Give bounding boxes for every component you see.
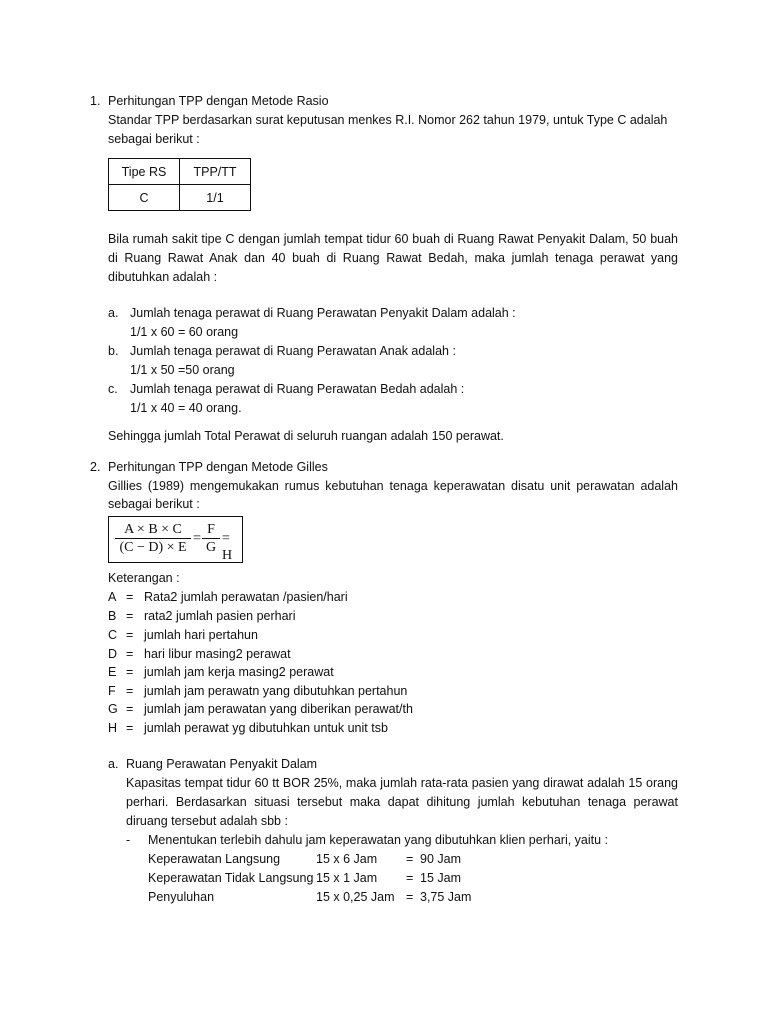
section1-title: Perhitungan TPP dengan Metode Rasio — [108, 94, 329, 108]
legend-eq: = — [126, 628, 134, 642]
legend-eq: = — [126, 721, 134, 735]
section1-paragraph-line1: Bila rumah sakit tipe C dengan jumlah tempat tidur 60 buah di Ruang Rawat Penyakit Dalam, 50 buah — [108, 232, 678, 246]
section1-intro-line2: sebagai berikut : — [108, 132, 200, 146]
table-header-cell: Tipe RS — [109, 159, 180, 185]
section1-paragraph-line2: di Ruang Rawat Anak dan 40 buah di Ruang Rawat Bedah, maka jumlah tenaga perawat yang — [108, 251, 678, 265]
gillies-formula — [108, 516, 243, 563]
list-item-label: a. — [108, 306, 119, 320]
formula-denominator-1: (C − D) × E — [119, 540, 187, 555]
legend-key: G — [108, 702, 118, 716]
legend-eq: = — [126, 609, 134, 623]
list-item-text: Jumlah tenaga perawat di Ruang Perawatan Penyakit Dalam adalah : — [130, 306, 516, 320]
subsection-title: Ruang Perawatan Penyakit Dalam — [126, 757, 318, 771]
bullet-dash: - — [126, 833, 131, 847]
hours-row-calc: 15 x 0,25 Jam — [316, 890, 395, 904]
legend-desc: jumlah perawat yg dibutuhkan untuk unit tsb — [144, 721, 388, 735]
section2-number: 2. — [90, 460, 101, 474]
hours-row-eq: = — [406, 852, 414, 866]
list-item-calc: 1/1 x 50 =50 orang — [130, 363, 235, 377]
legend-eq: = — [126, 702, 134, 716]
list-item-calc: 1/1 x 40 = 40 orang. — [130, 401, 242, 415]
legend-desc: jumlah jam perawatn yang dibutuhkan pertahun — [144, 684, 408, 698]
legend-key: A — [108, 590, 117, 604]
section1-paragraph-line3: dibutuhkan adalah : — [108, 270, 218, 284]
list-item-label: c. — [108, 382, 118, 396]
formula-equals-1: = — [193, 531, 201, 546]
subsection-label: a. — [108, 757, 119, 771]
hours-row-name: Keperawatan Tidak Langsung — [148, 871, 314, 885]
subsection-paragraph-line1: Kapasitas tempat tidur 60 tt BOR 25%, maka jumlah rata-rata pasien yang dirawat adalah 15 orang — [126, 776, 678, 790]
table-header-row — [109, 159, 251, 185]
legend-key: H — [108, 721, 118, 735]
formula-fraction-1 — [115, 521, 191, 556]
legend-key: C — [108, 628, 118, 642]
hours-row-name: Keperawatan Langsung — [148, 852, 281, 866]
table-row — [109, 185, 251, 211]
hours-row-name: Penyuluhan — [148, 890, 215, 904]
list-item-text: Jumlah tenaga perawat di Ruang Perawatan Anak adalah : — [130, 344, 456, 358]
legend-key: D — [108, 647, 118, 661]
hours-row-calc: 15 x 6 Jam — [316, 852, 378, 866]
section2-intro-line1: Gillies (1989) mengemukakan rumus kebutuhan tenaga keperawatan disatu unit perawatan adalah — [108, 479, 678, 493]
bullet-text: Menentukan terlebih dahulu jam keperawatan yang dibutuhkan klien perhari, yaitu : — [148, 833, 609, 847]
subsection-paragraph-line3: diruang tersebut adalah sbb : — [126, 814, 288, 828]
hours-row-result: 15 Jam — [420, 871, 461, 885]
list-item-calc: 1/1 x 60 = 60 orang — [130, 325, 239, 339]
legend-key: E — [108, 665, 117, 679]
formula-denominator-2: G — [205, 540, 217, 555]
legend-key: B — [108, 609, 117, 623]
legend-key: F — [108, 684, 116, 698]
legend-eq: = — [126, 647, 134, 661]
legend-desc: rata2 jumlah pasien perhari — [144, 609, 296, 623]
section2-intro-line2: sebagai berikut : — [108, 497, 200, 511]
section2-title: Perhitungan TPP dengan Metode Gilles — [108, 460, 328, 474]
formula-fraction-2 — [202, 521, 220, 556]
section1-number: 1. — [90, 94, 101, 108]
formula-numerator-1: A × B × C — [124, 522, 182, 537]
hours-row-calc: 15 x 1 Jam — [316, 871, 378, 885]
formula-result: = H — [222, 531, 233, 563]
legend-desc: jumlah jam kerja masing2 perawat — [144, 665, 334, 679]
list-item-text: Jumlah tenaga perawat di Ruang Perawatan Bedah adalah : — [130, 382, 465, 396]
keterangan-title: Keterangan : — [108, 571, 180, 585]
list-item-label: b. — [108, 344, 119, 358]
table-header-cell: TPP/TT — [180, 159, 251, 185]
tpp-ratio-table — [108, 158, 251, 211]
legend-desc: Rata2 jumlah perawatan /pasien/hari — [144, 590, 348, 604]
section1-intro-line1: Standar TPP berdasarkan surat keputusan menkes R.I. Nomor 262 tahun 1979, untuk Type C adalah — [108, 113, 668, 127]
legend-desc: hari libur masing2 perawat — [144, 647, 291, 661]
table-cell: C — [109, 185, 180, 211]
legend-desc: jumlah jam perawatan yang diberikan perawat/th — [144, 702, 413, 716]
hours-row-eq: = — [406, 871, 414, 885]
legend-eq: = — [126, 590, 134, 604]
hours-row-eq: = — [406, 890, 414, 904]
subsection-paragraph-line2: perhari. Berdasarkan situasi tersebut maka dapat dihitung jumlah kebutuhan tenaga perawat — [126, 795, 678, 809]
hours-row-result: 3,75 Jam — [420, 890, 472, 904]
legend-desc: jumlah hari pertahun — [144, 628, 258, 642]
legend-eq: = — [126, 665, 134, 679]
hours-row-result: 90 Jam — [420, 852, 461, 866]
table-cell: 1/1 — [180, 185, 251, 211]
section1-summary: Sehingga jumlah Total Perawat di seluruh ruangan adalah 150 perawat. — [108, 429, 504, 443]
legend-eq: = — [126, 684, 134, 698]
formula-numerator-2: F — [207, 522, 215, 537]
